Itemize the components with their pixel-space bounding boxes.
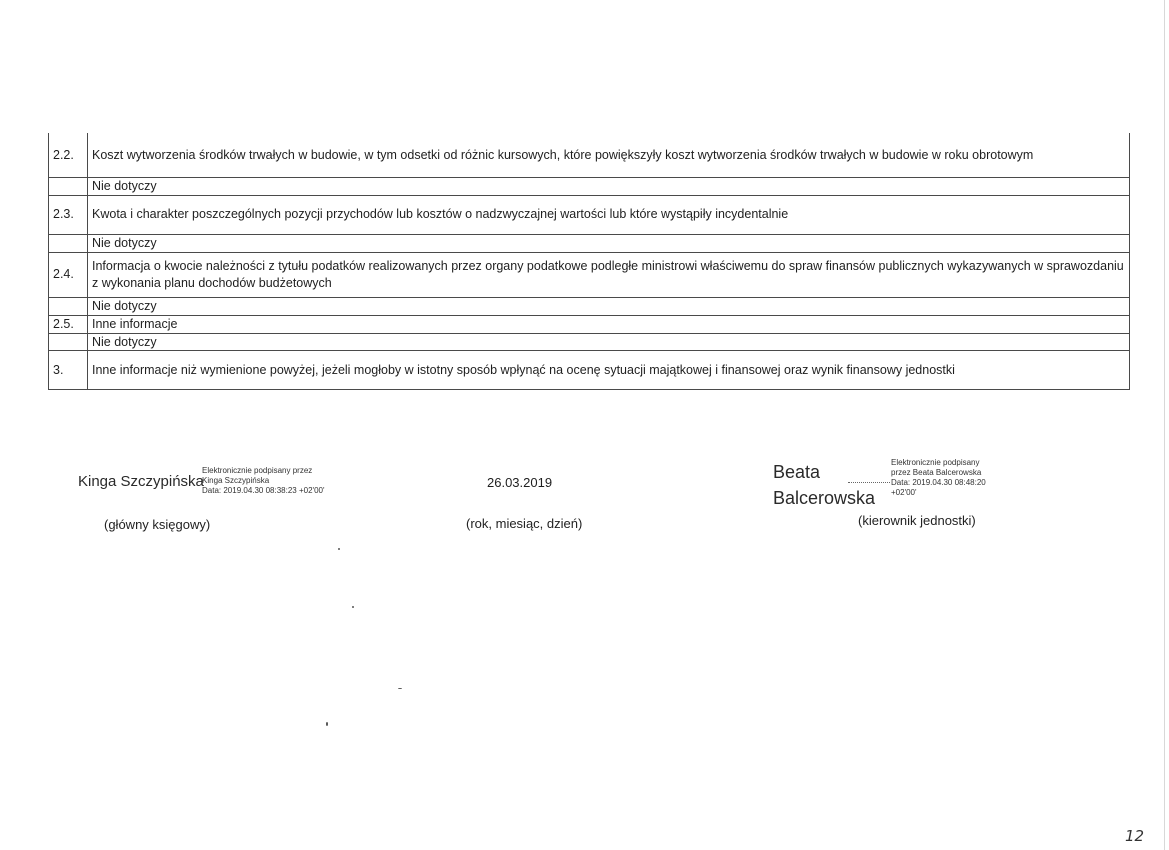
scan-speck [338, 548, 340, 550]
signature-meta-line: Elektronicznie podpisany [891, 458, 980, 467]
row-number [49, 178, 88, 196]
table-row [49, 234, 1130, 252]
row-text: Kwota i charakter poszczególnych pozycji przychodów lub kosztów o nadzwyczajnej wartości lub które wystąpiły incydentalnie [88, 195, 1130, 234]
signature-date: 26.03.2019 [487, 475, 553, 490]
signer-name-left: Kinga Szczypińska [78, 473, 204, 490]
signer-name-right [773, 459, 875, 511]
page-number: 12 [1125, 827, 1145, 845]
row-number: 2.3. [49, 195, 88, 234]
scan-speck [398, 688, 402, 689]
row-number [49, 333, 88, 351]
caption-date: (rok, miesiąc, dzień) [466, 516, 583, 531]
page-edge [1164, 0, 1165, 850]
signature-meta-line: Kinga Szczypińska [202, 476, 270, 485]
row-number [49, 297, 88, 315]
row-text: Nie dotyczy [88, 234, 1130, 252]
signer-last-name: Balcerowska [773, 488, 876, 509]
caption-unit-head: (kierownik jednostki) [858, 513, 976, 528]
caption-chief-accountant: (główny księgowy) [104, 517, 211, 532]
signature-meta-line: przez Beata Balcerowska [891, 468, 982, 477]
row-number: 2.5. [49, 315, 88, 333]
signature-dotted-line [848, 482, 890, 483]
row-text: Informacja o kwocie należności z tytułu podatków realizowanych przez organy podatkowe podległe ministrowi właściwemu do spraw finansów publicznych wykazywanych w sprawozdaniu z wykonania planu dochodów budżetowych [88, 252, 1130, 297]
digital-signature-meta-right [891, 458, 1021, 498]
row-text: Nie dotyczy [88, 178, 1130, 196]
signature-meta-line: +02'00' [891, 488, 917, 497]
signature-meta-line: Elektronicznie podpisany przez [202, 466, 313, 475]
table-row [49, 333, 1130, 351]
scan-speck [326, 722, 328, 726]
row-text: Inne informacje niż wymienione powyżej, jeżeli mogłoby w istotny sposób wpłynąć na ocenę sytuacji majątkowej i finansowej oraz wynik finansowy jednostki [88, 351, 1130, 390]
signer-first-name: Beata [773, 462, 821, 482]
scan-speck [352, 606, 354, 608]
notes-table [48, 133, 1130, 390]
row-text: Koszt wytworzenia środków trwałych w budowie, w tym odsetki od różnic kursowych, które powiększyły koszt wytworzenia środków trwałych w budowie w roku obrotowym [88, 133, 1130, 178]
row-number [49, 234, 88, 252]
table-row [49, 252, 1130, 297]
row-number: 2.4. [49, 252, 88, 297]
digital-signature-meta-left [202, 466, 342, 496]
row-number: 2.2. [49, 133, 88, 178]
table-row [49, 351, 1130, 390]
table-row [49, 195, 1130, 234]
signature-meta-line: Data: 2019.04.30 08:38:23 +02'00' [202, 486, 325, 495]
table-row [49, 297, 1130, 315]
row-text: Nie dotyczy [88, 333, 1130, 351]
table-row [49, 178, 1130, 196]
table-row [49, 315, 1130, 333]
row-text: Nie dotyczy [88, 297, 1130, 315]
row-number: 3. [49, 351, 88, 390]
table-row [49, 133, 1130, 178]
row-text: Inne informacje [88, 315, 1130, 333]
signature-meta-line: Data: 2019.04.30 08:48:20 [891, 478, 986, 487]
